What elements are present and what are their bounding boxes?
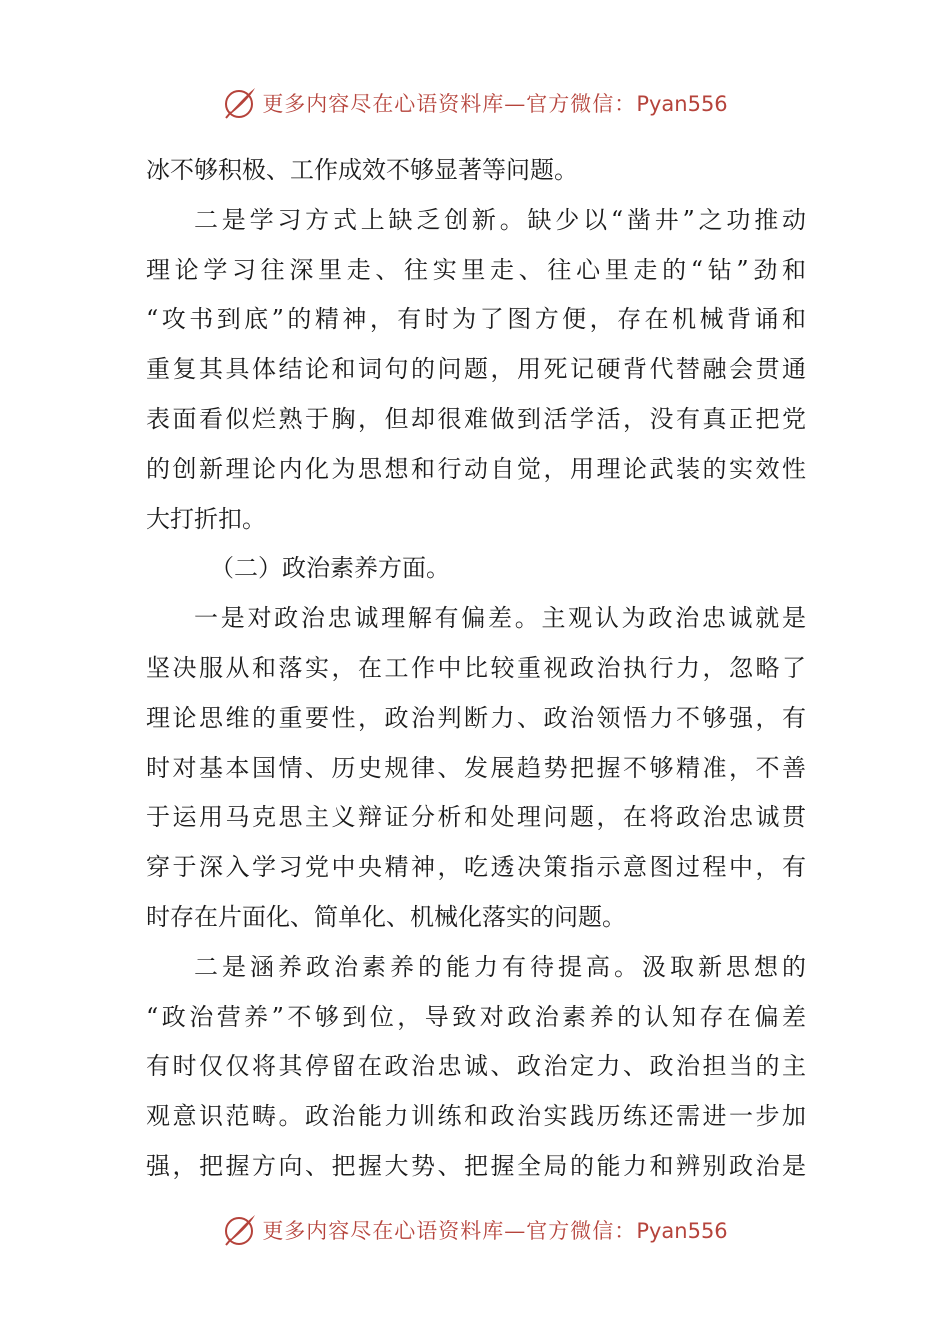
header-watermark-banner — [0, 83, 950, 123]
text-line: 理论学习往深里走、往实里走、往心里走的“钻”劲和 — [146, 255, 806, 284]
text-line: 二是学习方式上缺乏创新。缺少以“凿井”之功推动 — [194, 205, 806, 234]
text-line: 坚决服从和落实，在工作中比较重视政治执行力，忽略了 — [146, 653, 806, 682]
text-line: 有时仅仅将其停留在政治忠诚、政治定力、政治担当的主 — [146, 1052, 806, 1081]
text-line: 冰不够积极、工作成效不够显著等问题。 — [146, 156, 578, 184]
text-line: 观意识范畴。政治能力训练和政治实践历练还需进一步加 — [146, 1102, 806, 1131]
quill-logo-icon — [222, 1212, 258, 1248]
text-line: “政治营养”不够到位，导致对政治素养的认知存在偏差 — [146, 1002, 806, 1031]
text-line: 一是对政治忠诚理解有偏差。主观认为政治忠诚就是 — [194, 604, 806, 633]
text-line: 于运用马克思主义辩证分析和处理问题，在将政治忠诚贯 — [146, 803, 806, 832]
text-line: 时存在片面化、简单化、机械化落实的问题。 — [146, 902, 626, 931]
footer-wechat-id: Pyan556 — [636, 1219, 728, 1243]
text-line: 二是涵养政治素养的能力有待提高。汲取新思想的 — [194, 952, 806, 981]
document-body — [146, 146, 806, 1192]
header-wechat-id: Pyan556 — [636, 92, 728, 116]
text-line: 大打折扣。 — [146, 504, 266, 533]
footer-watermark-banner — [0, 1210, 950, 1250]
text-line: 强，把握方向、把握大势、把握全局的能力和辨别政治是 — [146, 1151, 806, 1180]
text-line: 表面看似烂熟于胸，但却很难做到活学活，没有真正把党 — [146, 404, 806, 433]
text-line: 理论思维的重要性，政治判断力、政治领悟力不够强，有 — [146, 703, 806, 732]
quill-logo-icon — [222, 85, 258, 121]
section-heading: （二）政治素养方面。 — [210, 554, 450, 583]
text-line: 的创新理论内化为思想和行动自觉，用理论武装的实效性 — [146, 454, 806, 483]
text-line: 穿于深入学习党中央精神，吃透决策指示意图过程中，有 — [146, 853, 806, 882]
text-line: 重复其具体结论和词句的问题，用死记硬背代替融会贯通 — [146, 355, 806, 384]
text-line: 时对基本国情、历史规律、发展趋势把握不够精准，不善 — [146, 753, 806, 782]
footer-banner-text: 更多内容尽在心语资料库—官方微信：Pyan556 — [262, 1219, 728, 1243]
text-line: “攻书到底”的精神，有时为了图方便，存在机械背诵和 — [146, 305, 806, 334]
header-banner-text: 更多内容尽在心语资料库—官方微信：Pyan556 — [262, 92, 728, 116]
